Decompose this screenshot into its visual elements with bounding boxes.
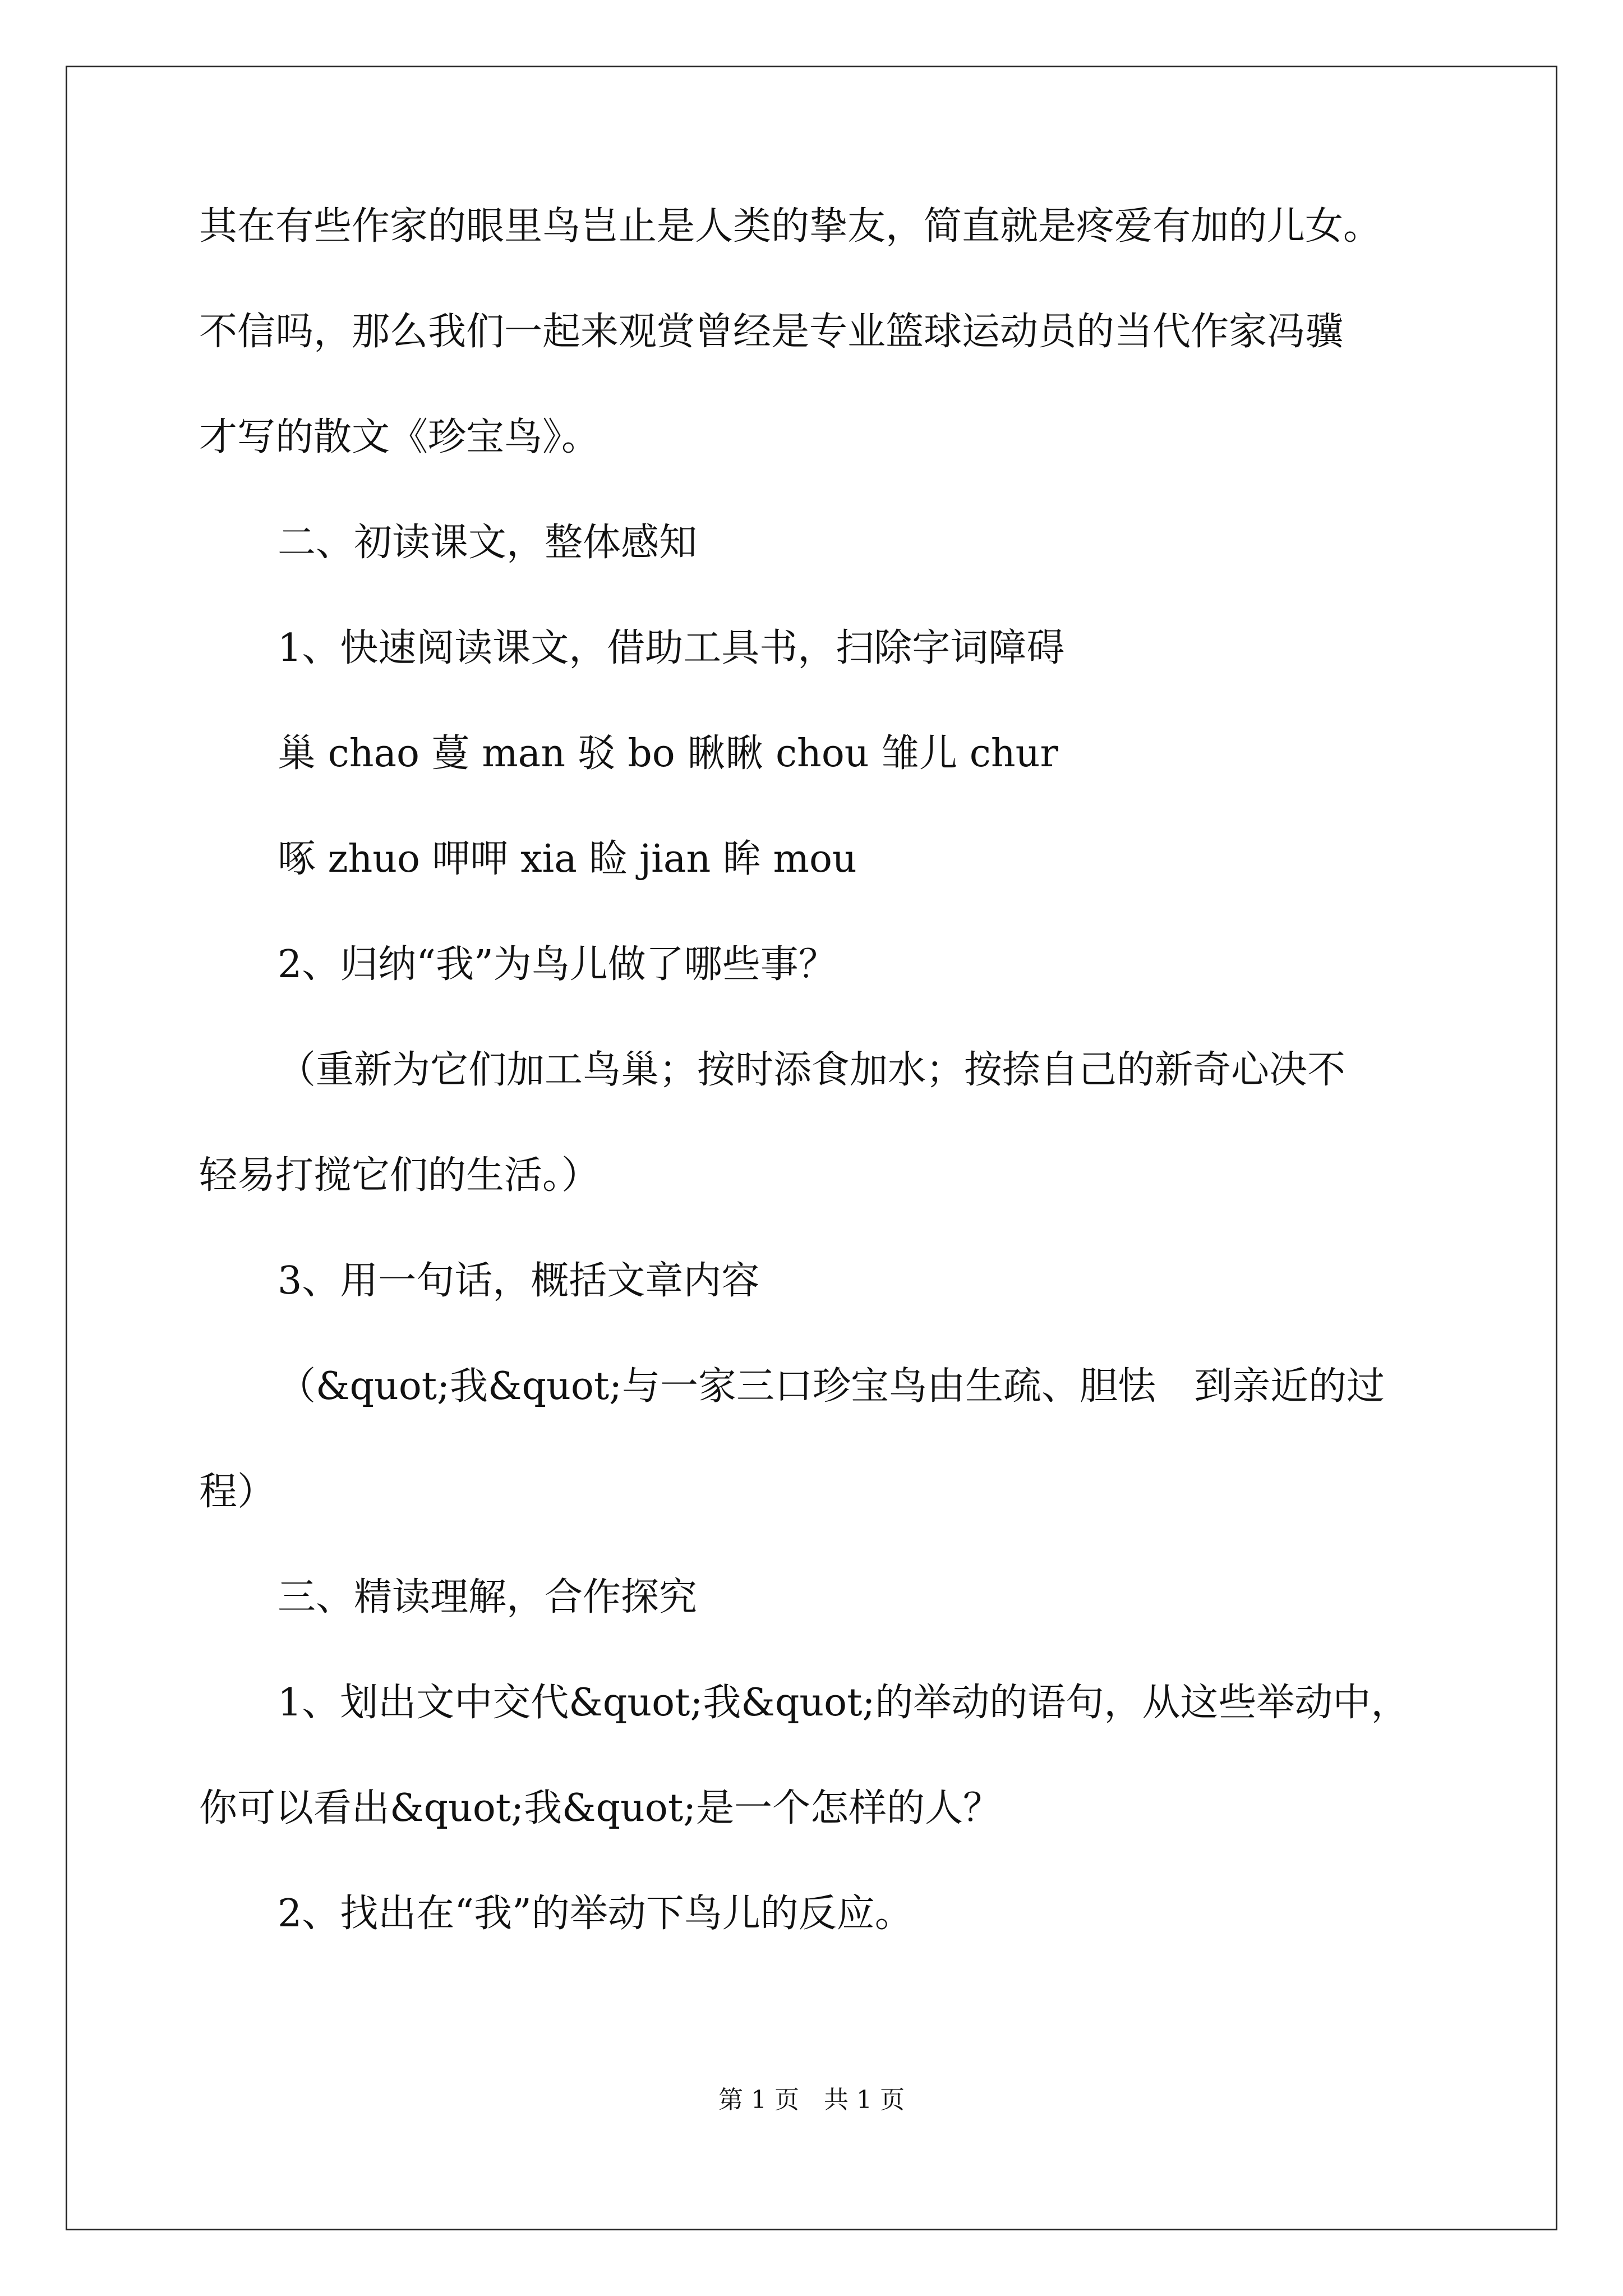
paragraph-line: （重新为它们加工鸟巢；按时添食加水；按捺自己的新奇心决不 (278, 1048, 1346, 1092)
paragraph-line: 其在有些作家的眼里鸟岂止是人类的挚友，简直就是疼爱有加的儿女。 (199, 204, 1382, 249)
paragraph-line: 你可以看出&quot;我&quot;是一个怎样的人？ (199, 1786, 1002, 1830)
paragraph-line: （&quot;我&quot;与一家三口珍宝鸟由生疏、胆怯 到亲近的过 (278, 1364, 1385, 1409)
paragraph-line: 2、找出在“我”的举动下鸟儿的反应。 (278, 1892, 913, 1936)
paragraph-line: 才写的散文《珍宝鸟》。 (199, 415, 600, 459)
page-number-footer: 第 1 页 共 1 页 (718, 2086, 905, 2114)
paragraph-line: 3、用一句话，概括文章内容 (278, 1259, 760, 1303)
paragraph-line: 不信吗，那么我们一起来观赏曾经是专业篮球运动员的当代作家冯骥 (199, 310, 1344, 354)
section-heading: 三、精读理解，合作探究 (278, 1575, 698, 1619)
paragraph-line: 轻易打搅它们的生活。） (199, 1153, 600, 1198)
paragraph-line: 程） (199, 1470, 276, 1514)
paragraph-line: 1、快速阅读课文，借助工具书，扫除字词障碍 (278, 626, 1065, 670)
vocabulary-line: 啄 zhuo 呷呷 xia 睑 jian 眸 mou (278, 837, 857, 881)
document-body (199, 204, 1441, 2000)
paragraph-line: 2、归纳“我”为鸟儿做了哪些事？ (278, 942, 837, 987)
vocabulary-line: 巢 chao 蔓 man 驳 bo 瞅瞅 chou 雏儿 chur (278, 731, 1058, 776)
section-heading: 二、初读课文，整体感知 (278, 521, 698, 565)
paragraph-line: 1、划出文中交代&quot;我&quot;的举动的语句，从这些举动中， (278, 1681, 1409, 1725)
